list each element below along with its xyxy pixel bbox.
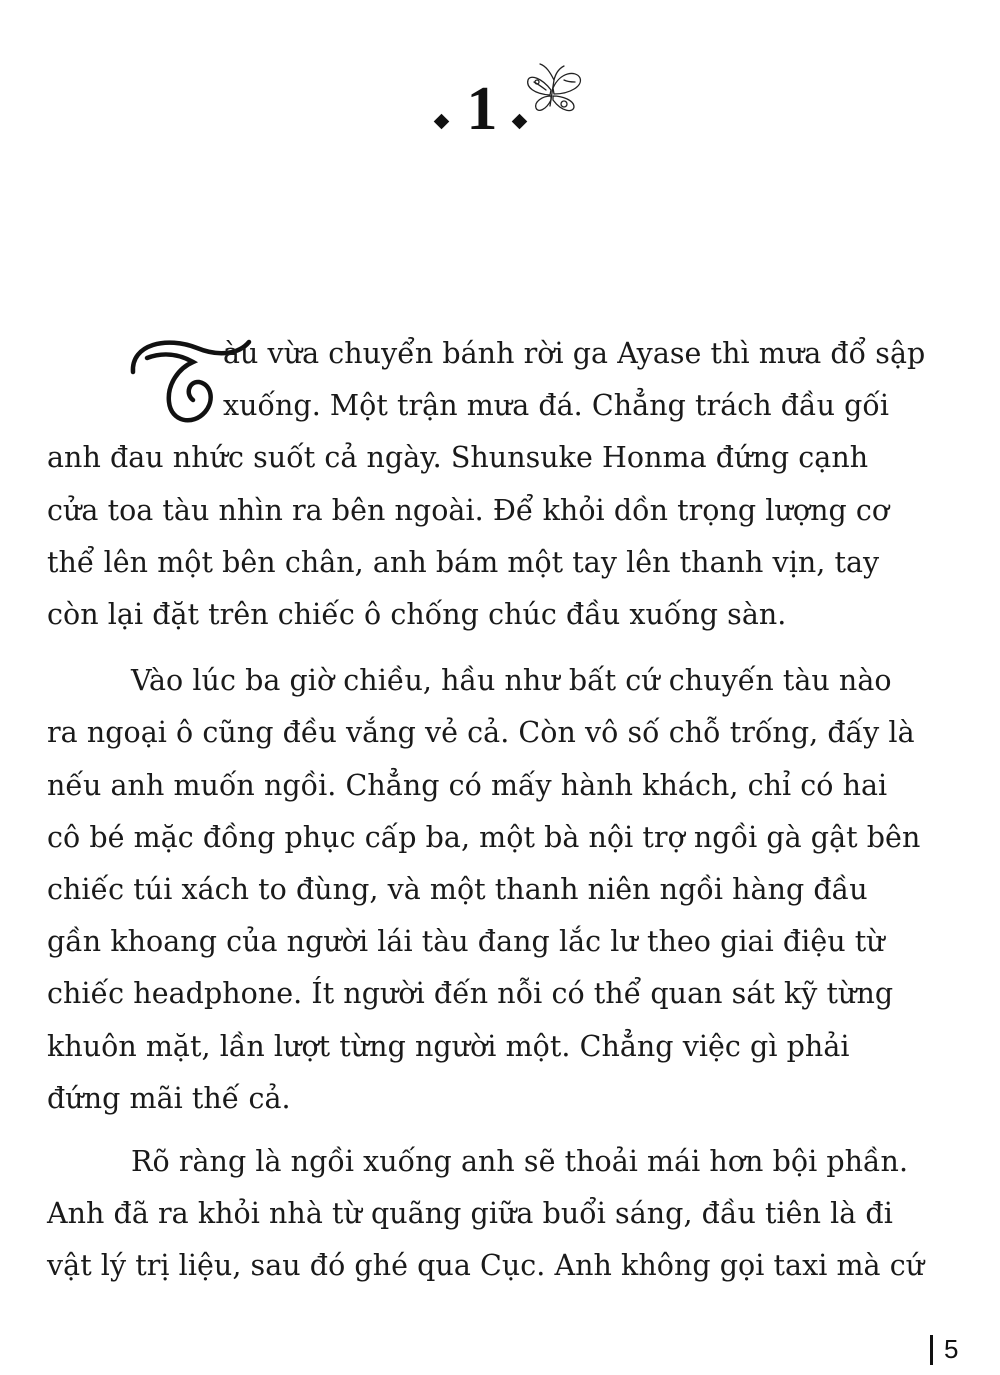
paragraph-2-line-7: chiếc headphone. Ít người đến nỗi có thể quan sát kỹ từng [47, 977, 894, 1011]
paragraph-2-line-3: nếu anh muốn ngồi. Chẳng có mấy hành khách, chỉ có hai [47, 768, 888, 802]
paragraph-1-line-1: àu vừa chuyển bánh rời ga Ayase thì mưa đổ sập [223, 337, 926, 370]
paragraph-1-line-6: còn lại đặt trên chiếc ô chống chúc đầu xuống sàn. [47, 598, 787, 632]
paragraph-3-line-3: vật lý trị liệu, sau đó ghé qua Cục. Anh không gọi taxi mà cứ [47, 1249, 925, 1283]
body-text [47, 328, 965, 1293]
paragraph-2-line-8: khuôn mặt, lần lượt từng người một. Chẳng việc gì phải [47, 1029, 850, 1063]
paragraph-2-line-4: cô bé mặc đồng phục cấp ba, một bà nội trợ ngồi gà gật bên [47, 820, 921, 854]
butterfly-icon [520, 60, 584, 116]
paragraph-1-line-4: cửa toa tàu nhìn ra bên ngoài. Để khỏi dồn trọng lượng cơ [47, 493, 890, 527]
paragraph-3-line-1: Rõ ràng là ngồi xuống anh sẽ thoải mái hơn bội phần. [131, 1145, 909, 1179]
paragraph-1-line-2: xuống. Một trận mưa đá. Chẳng trách đầu gối [223, 389, 890, 423]
paragraph-2-line-2: ra ngoại ô cũng đều vắng vẻ cả. Còn vô số chỗ trống, đấy là [47, 716, 915, 750]
paragraph-2 [47, 655, 965, 1125]
diamond-ornament-right [512, 114, 528, 130]
paragraph-2-line-6: gần khoang của người lái tàu đang lắc lư theo giai điệu từ [47, 925, 885, 959]
paragraph-1-line-3: anh đau nhức suốt cả ngày. Shunsuke Honma đứng cạnh [47, 441, 869, 475]
paragraph-3-line-2: Anh đã ra khỏi nhà từ quãng giữa buổi sáng, đầu tiên là đi [47, 1197, 893, 1231]
page-number: 5 [944, 1334, 959, 1364]
paragraph-1-line-5: thể lên một bên chân, anh bám một tay lên thanh vịn, tay [47, 545, 880, 579]
page-number-divider [930, 1335, 933, 1365]
paragraph-2-line-5: chiếc túi xách to đùng, và một thanh niên ngồi hàng đầu [47, 873, 868, 907]
chapter-heading [0, 60, 1000, 170]
chapter-number: 1 [466, 75, 498, 143]
paragraph-1 [47, 328, 965, 641]
paragraph-2-line-1: Vào lúc ba giờ chiều, hầu như bất cứ chuyến tàu nào [131, 664, 892, 698]
diamond-ornament-left [434, 114, 450, 130]
paragraph-2-line-9: đứng mãi thế cả. [47, 1081, 291, 1115]
paragraph-3 [47, 1136, 965, 1293]
